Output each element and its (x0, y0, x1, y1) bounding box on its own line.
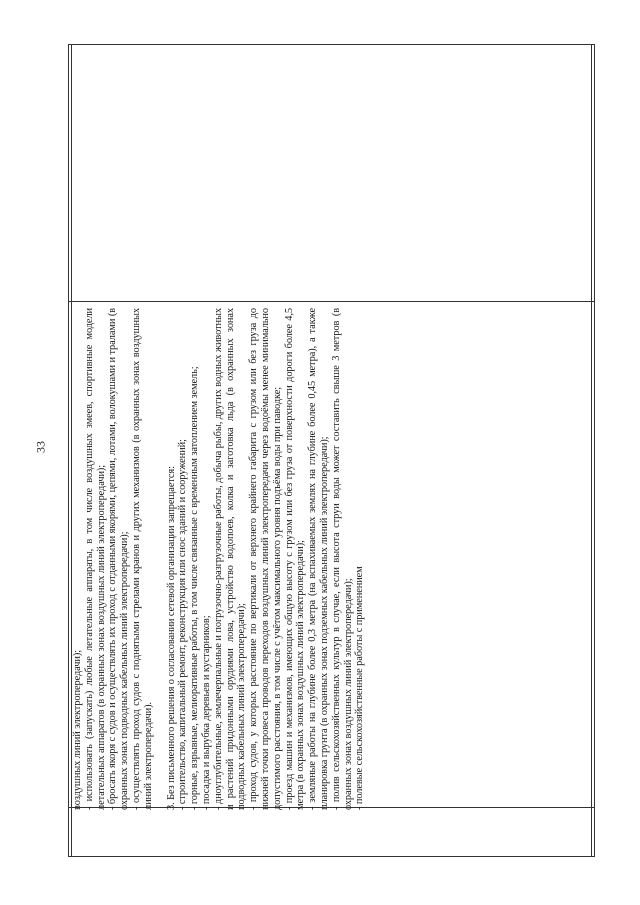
horizontal-divider (69, 301, 594, 302)
text-line: - осуществлять проход судов с поднятыми стрелами кранов и других механизмов (в охранных зонах воздушных линий электропередачи). (130, 308, 154, 810)
text-line: - строительство, капитальный ремонт, реконструкция или снос зданий и сооружений; (177, 439, 189, 810)
text-line: воздушных линий электропередачи); (72, 650, 83, 810)
text-line: 3. Без письменного решения о согласовании сетевой организации запрещается: (165, 466, 177, 810)
text-line: - дноуглубительные, землечерпальные и погрузочно-разгрузочные работы, добыча рыбы, других водных животных и растений придонными орудиями лова, устройство водопоев, колка и заготовка льда (в охранных зонах подводных кабельных линий электропередачи); (212, 308, 248, 810)
text-line: - бросать якоря с судов и осуществлять их проход с отданными якорями, цепями, лотами, волокушами и тралами (в охранных зонах подводных кабельных линий электропередачи); (107, 308, 131, 810)
text-line: - полевые сельскохозяйственные работы с применением (354, 566, 366, 810)
text-line: - земляные работы на глубине более 0,3 метра (на вспахиваемых землях на глубине более 0,45 метра), а также планировка грунта (в охранных зонах подземных кабельных линий электропередачи); (307, 308, 330, 810)
text-line: - горные, взрывные, мелиоративные работы, в том числе связанные с временным затоплением земель; (189, 366, 201, 810)
text-line: - проход судов, у которых расстояние по вертикали от верхнего крайнего габарита с грузом или без груза до нижней точки провеса проводов переходов воздушных линий электропередачи через водоёмы менее минимально допустимого расстояния, в том числе с учётом максимального уровня подъёма воды при паводке; (248, 308, 283, 810)
text-line: - посадка и вырубка деревьев и кустарников; (200, 615, 212, 810)
rotated-text-cell (68, 304, 590, 814)
document-text (68, 304, 590, 814)
text-line: - полив сельскохозяйственных культур в случае, если высота струи воды может составить свыше 3 метров (в охранных зонах воздушных линий электропередачи); (330, 308, 354, 810)
text-line: - использовать (запускать) любые летательные аппараты, в том числе воздушных змеев, спортивные модели летательных аппаратов (в охранных зонах воздушных линий электропередачи); (83, 308, 107, 810)
page-number: 33 (33, 441, 48, 453)
paragraph-gap (155, 308, 166, 810)
text-line: - проезд машин и механизмов, имеющих общую высоту с грузом или без груза от поверхности дороги более 4,5 метра (в охранных зонах воздушных линий электропередачи); (283, 308, 307, 810)
right-margin-line (591, 45, 592, 856)
